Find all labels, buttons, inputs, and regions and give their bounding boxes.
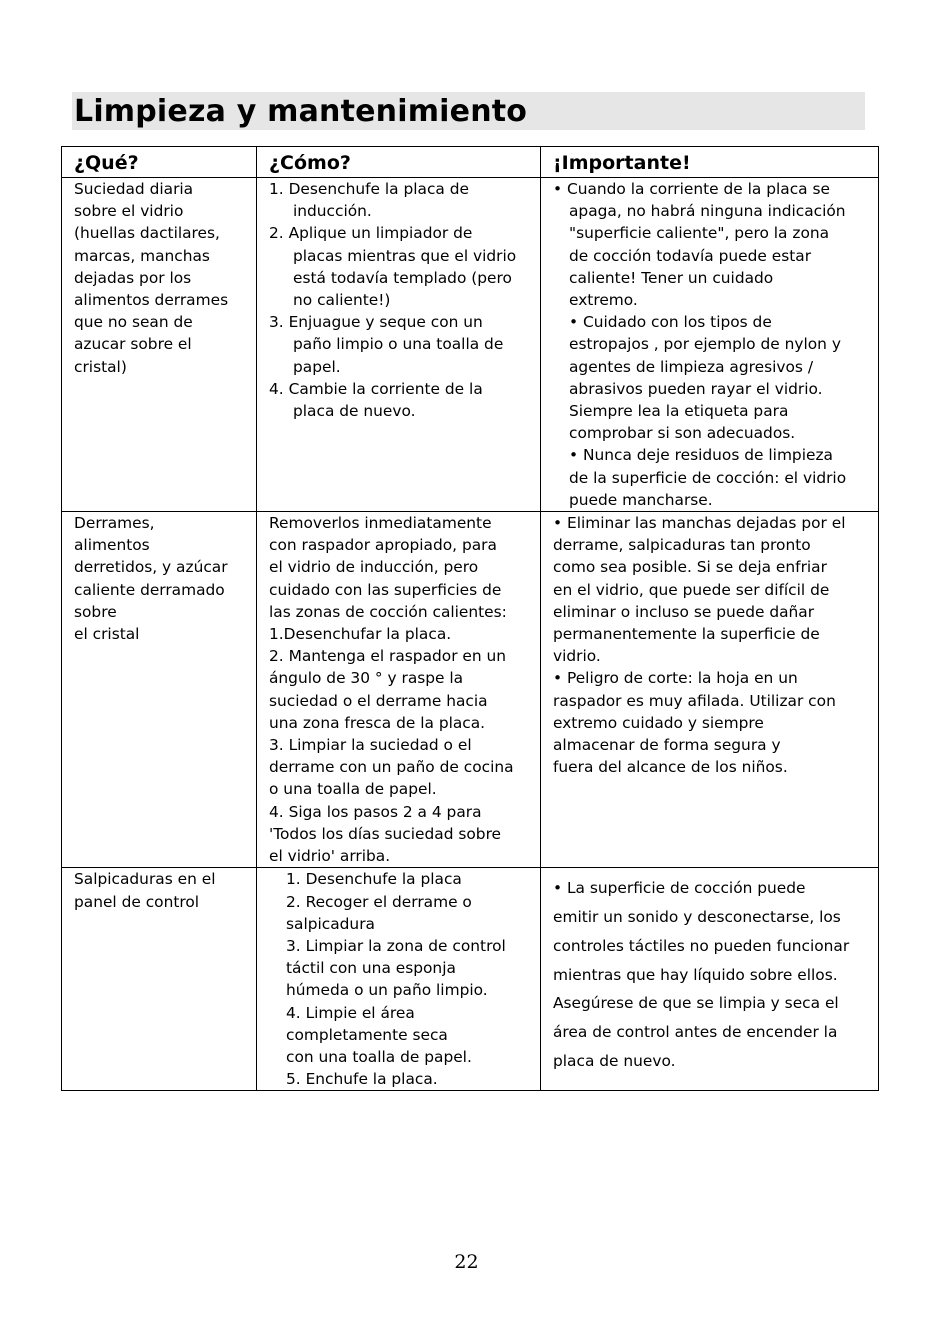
text-line: inducción. <box>293 202 372 221</box>
text-line: "superficie caliente", pero la zona <box>569 224 830 243</box>
text-line: Removerlos inmediatamente <box>269 514 492 533</box>
text-line: Siempre lea la etiqueta para <box>569 402 789 421</box>
text-line: alimentos derrames <box>74 291 229 310</box>
text-line: mientras que hay líquido sobre ellos. <box>553 965 838 984</box>
text-line: marcas, manchas <box>74 246 210 265</box>
text-line: Derrames, <box>74 514 155 533</box>
text-line: (huellas dactilares, <box>74 224 220 243</box>
text-line: placas mientras que el vidrio <box>293 246 517 265</box>
text-line: • Peligro de corte: la hoja en un <box>553 669 798 688</box>
text-line: caliente derramado <box>74 580 225 599</box>
text-line: derrame con un paño de cocina <box>269 758 514 777</box>
text-line: 5. Enchufe la placa. <box>286 1070 438 1089</box>
text-line: ángulo de 30 ° y raspe la <box>269 669 464 688</box>
text-line: placa de nuevo. <box>293 402 416 421</box>
text-line: 2. Recoger el derrame o <box>286 892 472 911</box>
text-line: las zonas de cocción calientes: <box>269 602 507 621</box>
text-line: permanentemente la superficie de <box>553 625 820 644</box>
text-line: completamente seca <box>286 1025 448 1044</box>
text-line: • Eliminar las manchas dejadas por el <box>553 514 846 533</box>
text-line: 4. Limpie el área <box>286 1003 415 1022</box>
cell-how <box>257 868 541 1091</box>
cell-how <box>257 512 541 868</box>
text-line: Salpicaduras en el <box>74 870 216 889</box>
text-line: abrasivos pueden rayar el vidrio. <box>569 379 823 398</box>
text-line: 1. Desenchufe la placa de <box>269 180 469 198</box>
text-line: 2. Mantenga el raspador en un <box>269 647 507 666</box>
header-important: ¡Importante! <box>541 147 879 178</box>
text-line: apaga, no habrá ninguna indicación <box>569 202 846 221</box>
text-line: con una toalla de papel. <box>286 1047 472 1066</box>
header-how: ¿Cómo? <box>257 147 541 178</box>
text-line: táctil con una esponja <box>286 959 456 978</box>
text-line: azucar sobre el <box>74 335 192 354</box>
text-line: 'Todos los días suciedad sobre <box>269 824 502 843</box>
text-line: • Cuando la corriente de la placa se <box>553 180 830 198</box>
text-line: de cocción todavía puede estar <box>569 246 812 265</box>
text-line: sobre <box>74 602 117 621</box>
text-line: no caliente!) <box>293 291 391 310</box>
table-row <box>62 178 879 512</box>
text-line: el cristal <box>74 625 140 644</box>
text-line: agentes de limpieza agresivos / <box>569 357 814 376</box>
text-line: 4. Cambie la corriente de la <box>269 379 483 398</box>
text-line: una zona fresca de la placa. <box>269 713 486 732</box>
text-line: derretidos, y azúcar <box>74 558 228 577</box>
text-line: • La superficie de cocción puede <box>553 879 806 898</box>
text-line: 3. Limpiar la zona de control <box>286 936 506 955</box>
text-line: alimentos <box>74 536 150 555</box>
cell-what <box>62 512 257 868</box>
text-line: 3. Limpiar la suciedad o el <box>269 736 472 755</box>
text-line: área de control antes de encender la <box>553 1023 838 1042</box>
text-line: caliente! Tener un cuidado <box>569 268 774 287</box>
text-line: • Nunca deje residuos de limpieza <box>569 446 833 465</box>
text-line: • Cuidado con los tipos de <box>569 313 772 332</box>
text-line: en el vidrio, que puede ser difícil de <box>553 580 830 599</box>
table-header-row <box>62 147 879 178</box>
text-line: 2. Aplique un limpiador de <box>269 224 473 243</box>
text-line: húmeda o un paño limpio. <box>286 981 488 1000</box>
text-line: estropajos , por ejemplo de nylon y <box>569 335 841 354</box>
text-line: 1.Desenchufar la placa. <box>269 625 452 644</box>
text-line: cristal) <box>74 357 127 376</box>
text-line: papel. <box>293 357 341 376</box>
text-line: panel de control <box>74 892 200 911</box>
text-line: de la superficie de cocción: el vidrio <box>569 468 847 487</box>
cell-what <box>62 868 257 1091</box>
text-line: controles táctiles no pueden funcionar <box>553 936 850 955</box>
text-line: como sea posible. Si se deja enfriar <box>553 558 827 577</box>
text-line: comprobar si son adecuados. <box>569 424 796 443</box>
text-line: 3. Enjuague y seque con un <box>269 313 483 332</box>
text-line: salpicadura <box>286 914 375 933</box>
text-line: almacenar de forma segura y <box>553 736 781 755</box>
text-line: cuidado con las superficies de <box>269 580 502 599</box>
text-line: está todavía templado (pero <box>293 268 512 287</box>
text-line: emitir un sonido y desconectarse, los <box>553 908 841 927</box>
text-line: puede mancharse. <box>569 490 713 509</box>
text-line: vidrio. <box>553 647 601 666</box>
cleaning-table <box>61 146 879 1091</box>
table-row <box>62 868 879 1091</box>
table-row <box>62 512 879 868</box>
text-line: fuera del alcance de los niños. <box>553 758 788 777</box>
text-line: el vidrio' arriba. <box>269 847 391 866</box>
page-title: Limpieza y mantenimiento <box>74 94 528 129</box>
cell-what <box>62 178 257 512</box>
text-line: Suciedad diaria <box>74 180 194 198</box>
text-line: el vidrio de inducción, pero <box>269 558 479 577</box>
text-line: derrame, salpicaduras tan pronto <box>553 536 811 555</box>
text-line: raspador es muy afilada. Utilizar con <box>553 691 836 710</box>
text-line: paño limpio o una toalla de <box>293 335 504 354</box>
text-line: con raspador apropiado, para <box>269 536 497 555</box>
text-line: o una toalla de papel. <box>269 780 437 799</box>
cell-important <box>541 868 879 1091</box>
text-line: 1. Desenchufe la placa <box>286 870 462 889</box>
page-number: 22 <box>454 1251 479 1273</box>
text-line: que no sean de <box>74 313 193 332</box>
cell-how <box>257 178 541 512</box>
cell-important <box>541 512 879 868</box>
cell-important <box>541 178 879 512</box>
text-line: 4. Siga los pasos 2 a 4 para <box>269 802 482 821</box>
text-line: extremo. <box>569 291 638 310</box>
header-what: ¿Qué? <box>62 147 257 178</box>
text-line: extremo cuidado y siempre <box>553 713 764 732</box>
text-line: suciedad o el derrame hacia <box>269 691 488 710</box>
text-line: eliminar o incluso se puede dañar <box>553 602 815 621</box>
text-line: dejadas por los <box>74 268 192 287</box>
text-line: Asegúrese de que se limpia y seca el <box>553 994 839 1013</box>
text-line: placa de nuevo. <box>553 1052 676 1071</box>
text-line: sobre el vidrio <box>74 202 184 221</box>
